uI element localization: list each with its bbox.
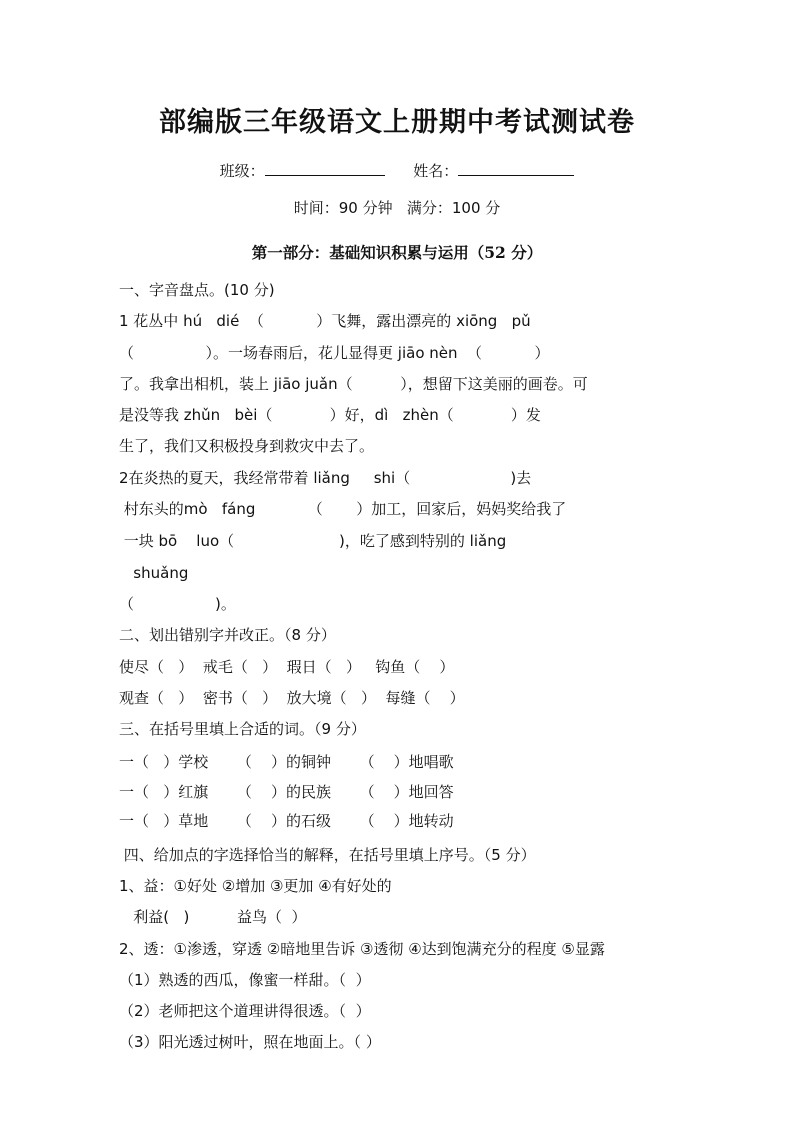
q1-line: （ )。 — [119, 595, 236, 613]
q4-subitem: （3）阳光透过树叶，照在地面上。（ ） — [119, 1033, 381, 1051]
q4-item: 1、益：①好处 ②增加 ③更加 ④有好处的 — [119, 877, 392, 895]
class-label: 班级： — [219, 162, 265, 180]
part1-title: 第一部分：基础知识积累与运用（52 分） — [251, 243, 543, 262]
name-blank[interactable] — [458, 161, 574, 176]
q1-line: 生了，我们又积极投身到救灾中去了。 — [119, 437, 375, 455]
q2-row: 使尽（ ） 戒毛（ ） 瑕日（ ） 钩鱼（ ） — [119, 658, 455, 676]
q4-heading: 四、给加点的字选择恰当的解释，在括号里填上序号。（5 分） — [119, 846, 536, 864]
q4-item: 2、透：①渗透，穿透 ②暗地里告诉 ③透彻 ④达到饱满充分的程度 ⑤显露 — [119, 940, 605, 958]
q1-line: 村东头的mò fáng （ ）加工，回家后，妈妈奖给我了 — [119, 500, 567, 518]
q1-line: 2在炎热的夏天，我经常带着 liǎng shi（ )去 — [119, 469, 532, 487]
q2-row: 观查（ ） 密书（ ） 放大境（ ） 每缝（ ） — [119, 689, 465, 707]
q3-row: 一（ ）草地 （ ）的石级 （ ）地转动 — [119, 812, 454, 830]
time-info: 时间：90 分钟 满分：100 分 — [293, 199, 501, 217]
q1-heading: 一、字音盘点。(10 分) — [119, 281, 275, 299]
q1-line: 1 花丛中 hú dié （ ）飞舞，露出漂亮的 xiōng pǔ — [119, 312, 531, 330]
q3-heading: 三、在括号里填上合适的词。（9 分） — [119, 720, 366, 738]
q2-heading: 二、划出错别字并改正。（8 分） — [119, 626, 336, 644]
q1-line: 是没等我 zhǔn bèi（ ）好，dì zhèn（ ）发 — [119, 406, 541, 424]
student-info-line — [0, 160, 794, 181]
q1-line: shuǎng — [119, 564, 189, 582]
q1-line: 了。我拿出相机，装上 jiāo juǎn（ ），想留下这美丽的画卷。可 — [119, 375, 588, 393]
name-label: 姓名： — [413, 162, 459, 180]
q4-subitem: （1）熟透的西瓜，像蜜一样甜。（ ） — [119, 971, 371, 989]
page-title: 部编版三年级语文上册期中考试测试卷 — [159, 107, 635, 138]
class-blank[interactable] — [265, 161, 385, 176]
q4-item-sub: 利益( ) 益鸟（ ） — [119, 908, 307, 926]
q3-row: 一（ ）学校 （ ）的铜钟 （ ）地唱歌 — [119, 753, 454, 771]
q3-row: 一（ ）红旗 （ ）的民族 （ ）地回答 — [119, 783, 454, 801]
q1-line: 一块 bō luo（ )，吃了感到特别的 liǎng — [119, 532, 507, 550]
q1-line: （ ）。一场春雨后，花儿显得更 jiāo nèn （ ） — [119, 344, 550, 362]
q4-subitem: （2）老师把这个道理讲得很透。（ ） — [119, 1002, 371, 1020]
